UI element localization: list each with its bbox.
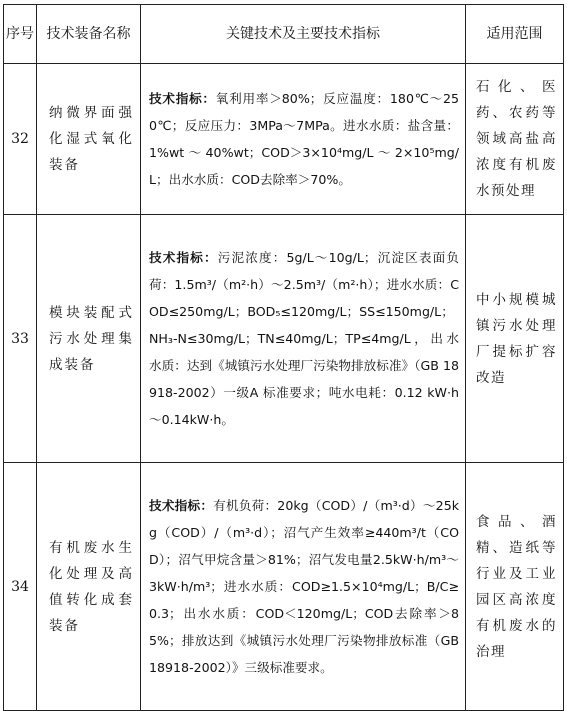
row-scope: 中小规模城镇污水处理厂提标扩容改造 <box>466 215 564 463</box>
row-no: 33 <box>4 215 37 463</box>
row-name: 模块装配式污水处理集成装备 <box>37 215 141 463</box>
header-tech: 关键技术及主要技术指标 <box>141 5 466 64</box>
row-scope: 食品、酒精、造纸等行业及工业园区高浓度有机废水的治理 <box>466 463 564 711</box>
row-name: 纳微界面强化湿式氧化装备 <box>37 64 141 215</box>
table-row <box>4 215 564 463</box>
row-tech <box>141 215 466 463</box>
tech-label: 技术指标： <box>149 91 216 106</box>
row-name: 有机废水生化处理及高值转化成套装备 <box>37 463 141 711</box>
table-row <box>4 64 564 215</box>
header-scope: 适用范围 <box>466 5 564 64</box>
tech-label: 技术指标： <box>149 250 218 265</box>
tech-label: 技术指标： <box>149 498 214 513</box>
row-no: 34 <box>4 463 37 711</box>
tech-text: 氧利用率＞80%；反应温度：180℃～250℃；反应压力：3MPa～7MPa。进水水质：盐含量：1%wt～40%wt；COD＞3×10⁴mg/L～2×10⁵mg/L；出水水质：COD去除率＞70%。 <box>149 91 460 187</box>
header-name: 技术装备名称 <box>37 5 141 64</box>
tech-text: 有机负荷：20kg（COD）/（m³·d）～25kg（COD）/（m³·d）；沼气产生效率≥440m³/t（COD）；沼气甲烷含量＞81%；沼气发电量2.5kW·h/m³～3kW·h/m³；进水水质：COD≥1.5×10⁴mg/L；B/C≥0.3；出水水质：COD＜120mg/L；COD去除率＞85%；排放达到《城镇污水处理厂污染物排放标准（GB 18918-2002）》三级标准要求。 <box>149 498 460 675</box>
table-header <box>4 5 564 64</box>
equipment-table <box>3 4 564 711</box>
tech-text: 污泥浓度：5g/L～10g/L；沉淀区表面负荷：1.5m³/（m²·h）～2.5m³/（m²·h）；进水水质：COD≤250mg/L；BOD₅≤120mg/L；SS≤150mg/L；NH₃-N≤30mg/L；TN≤40mg/L；TP≤4mg/L，出水水质：达到《城镇污水处理厂污染物排放标准》（GB 18918-2002）一级A 标准要求；吨水电耗：0.12 kW·h～0.14kW·h。 <box>149 250 460 427</box>
row-no: 32 <box>4 64 37 215</box>
header-no: 序号 <box>4 5 37 64</box>
row-tech <box>141 463 466 711</box>
row-scope: 石化、医药、农药等领域高盐高浓度有机废水预处理 <box>466 64 564 215</box>
table-row <box>4 463 564 711</box>
row-tech <box>141 64 466 215</box>
